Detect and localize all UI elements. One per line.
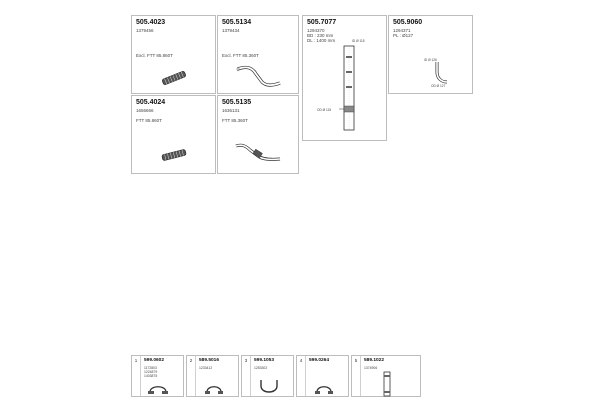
part-number: 505.4023 bbox=[136, 19, 166, 26]
dimension-label: ID Ø 115 bbox=[352, 39, 365, 43]
vertical-pipe-drawing bbox=[339, 46, 359, 132]
part-number: 505.5134 bbox=[222, 19, 252, 26]
accessory-ref: 1233412 bbox=[199, 366, 213, 370]
accessory-5[interactable] bbox=[351, 355, 421, 397]
part-card-505-5135[interactable] bbox=[217, 95, 299, 174]
part-note: Excl. FTT 85.860T bbox=[136, 53, 173, 58]
accessory-4[interactable] bbox=[296, 355, 349, 397]
accessory-2[interactable] bbox=[186, 355, 239, 397]
part-ref: 1636131 bbox=[222, 108, 240, 113]
bent-pipe-drawing bbox=[236, 64, 282, 90]
accessory-part-number: 589.5016 bbox=[199, 358, 220, 363]
bent-flex-pipe-drawing bbox=[234, 142, 282, 168]
part-dim-line: PL : Ø127 bbox=[393, 33, 414, 38]
part-card-505-4023[interactable] bbox=[131, 15, 216, 94]
part-card-505-7077[interactable] bbox=[302, 15, 387, 141]
accessory-index: 4 bbox=[297, 356, 306, 396]
flex-pipe-drawing bbox=[159, 148, 189, 162]
part-card-505-9060[interactable] bbox=[388, 15, 473, 94]
straight-pipe-drawing bbox=[380, 372, 394, 397]
part-ref: 1294371 bbox=[393, 28, 411, 33]
accessory-ref: 1253302 bbox=[254, 366, 268, 370]
accessory-index: 3 bbox=[242, 356, 251, 396]
dimension-label: OD Ø 127 bbox=[431, 84, 446, 88]
elbow-pipe-drawing bbox=[433, 62, 449, 84]
part-note: FTT 85.860T bbox=[136, 118, 162, 123]
part-number: 505.5135 bbox=[222, 99, 252, 106]
accessory-part-number: 589.1022 bbox=[364, 358, 385, 363]
accessory-ref: 1172803 bbox=[144, 366, 157, 370]
part-note: Excl. FTT 85.360T bbox=[222, 53, 259, 58]
accessory-index: 5 bbox=[352, 356, 361, 396]
part-ref: 1294370 bbox=[307, 28, 325, 33]
dimension-label: ID Ø 126 bbox=[424, 58, 437, 62]
accessory-1[interactable] bbox=[131, 355, 184, 397]
part-number: 505.9060 bbox=[393, 19, 423, 26]
flex-pipe-drawing bbox=[159, 70, 189, 86]
accessory-part-number: 599.0602 bbox=[144, 358, 165, 363]
part-card-505-5134[interactable] bbox=[217, 15, 299, 94]
part-ref: 1656666 bbox=[136, 108, 154, 113]
clamp-drawing bbox=[205, 383, 223, 395]
accessory-part-number: 599.1053 bbox=[254, 358, 275, 363]
accessory-ref: 1403875 bbox=[144, 374, 158, 378]
accessory-ref: 1374906 bbox=[364, 366, 378, 370]
part-card-505-4024[interactable] bbox=[131, 95, 216, 174]
part-dim-line: DL : 1400 mm bbox=[307, 38, 336, 43]
part-ref: 1379434 bbox=[222, 28, 240, 33]
dimension-label: OD Ø 115 bbox=[317, 108, 332, 112]
clamp-drawing bbox=[315, 383, 333, 395]
part-note: FTT 85.360T bbox=[222, 118, 248, 123]
part-dim-line: BD : 230 mm bbox=[307, 33, 334, 38]
part-number: 505.4024 bbox=[136, 99, 166, 106]
accessory-part-number: 599.0264 bbox=[309, 358, 330, 363]
accessory-index: 2 bbox=[187, 356, 196, 396]
accessory-ref: 1224879 bbox=[144, 370, 158, 374]
u-bolt-drawing bbox=[258, 378, 280, 396]
clamp-drawing bbox=[148, 383, 168, 395]
part-number: 505.7077 bbox=[307, 19, 337, 26]
accessory-3[interactable] bbox=[241, 355, 294, 397]
accessory-index: 1 bbox=[132, 356, 141, 396]
part-ref: 1379456 bbox=[136, 28, 154, 33]
